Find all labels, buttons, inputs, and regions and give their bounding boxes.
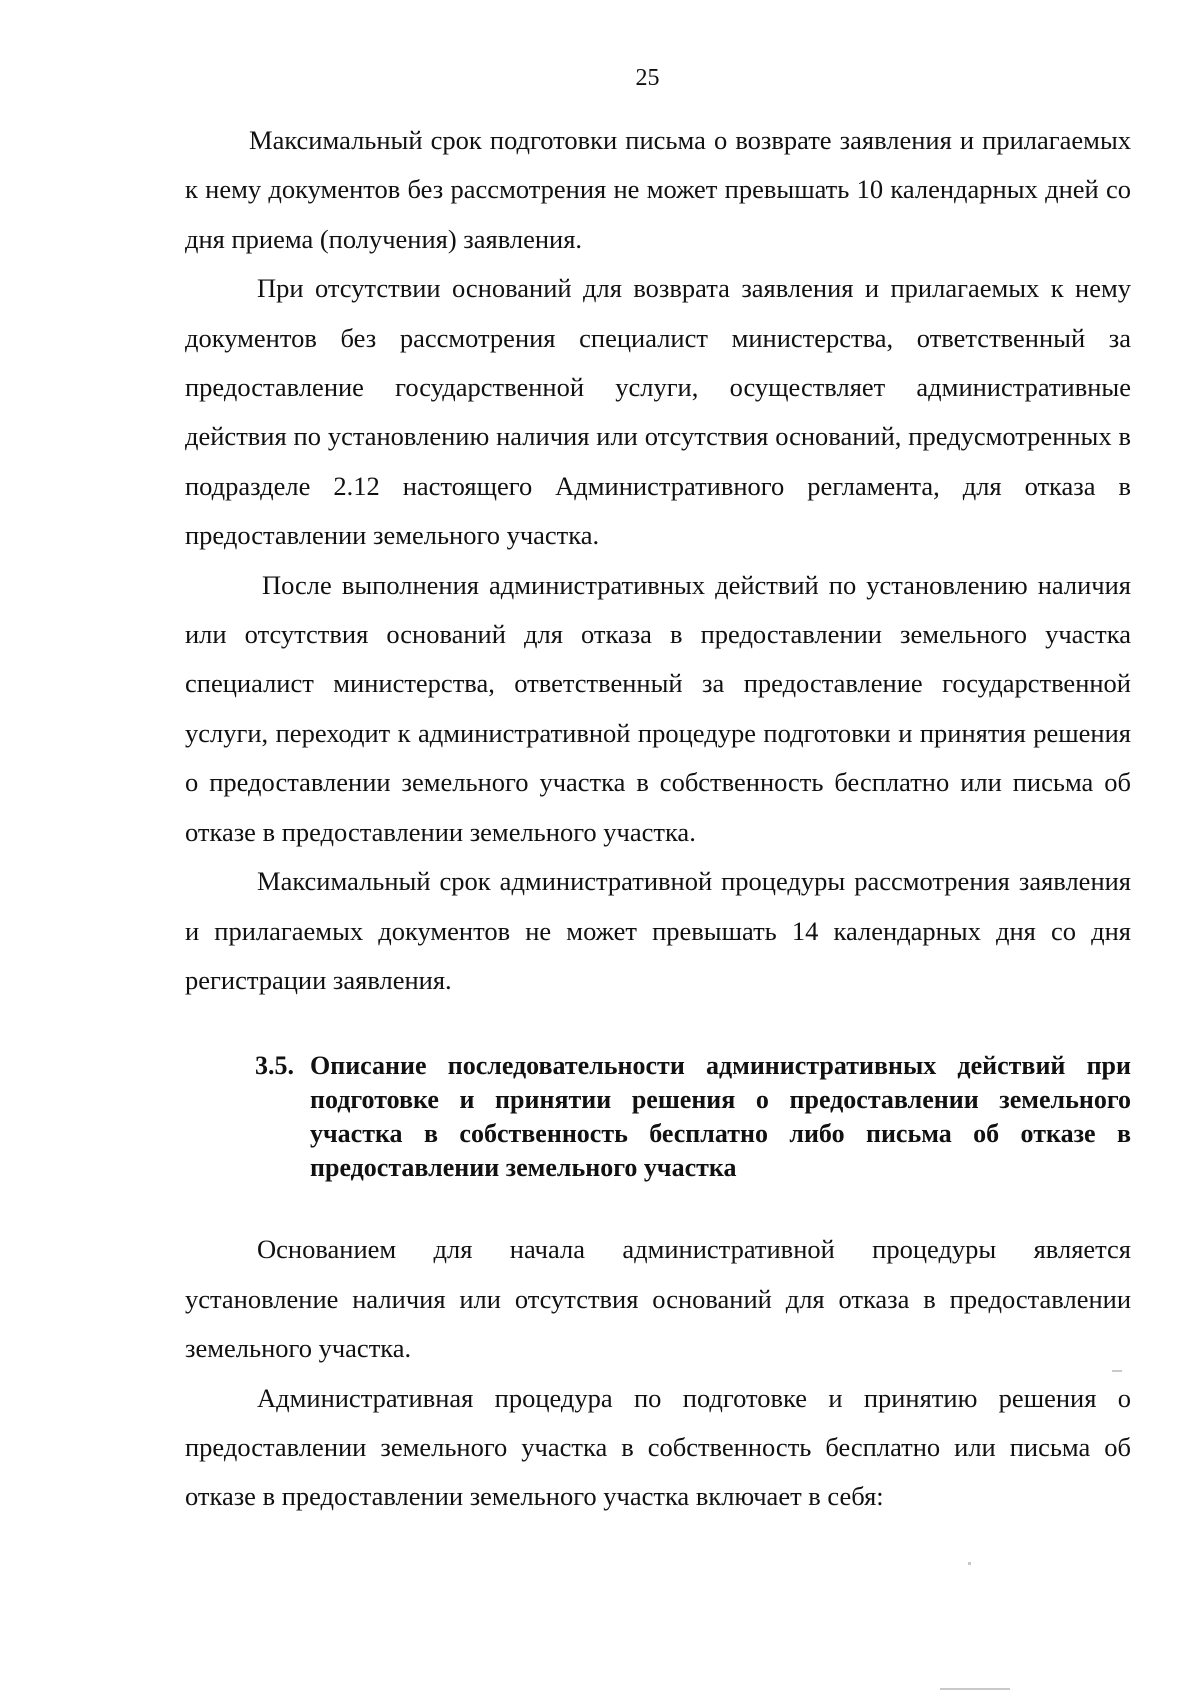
paragraph: Максимальный срок административной процедуры рассмотрения заявления и прилагаемых документов не может превышать 14 календарных дня со дня регистрации заявления. <box>185 866 1131 995</box>
section-heading <box>185 1049 1131 1185</box>
paragraph: После выполнения административных действий по установлению наличия или отсутствия оснований для отказа в предоставлении земельного участка специалист министерства, ответственный за предоставление государственной услуги, переходит к административной процедуре подготовки и принятия решения о предоставлении земельного участка в собственность бесплатно или письма об отказе в предоставлении земельного участка. <box>185 569 1131 847</box>
scan-artifact <box>940 1688 1010 1690</box>
section-title: Описание последовательности административных действий при подготовке и принятии решения о предоставлении земельного участка в собственность бесплатно либо письма об отказе в предоставлении земельного участка <box>310 1051 1131 1183</box>
scan-artifact <box>968 1562 971 1565</box>
paragraph: При отсутствии оснований для возврата заявления и прилагаемых к нему документов без рассмотрения специалист министерства, ответственный за предоставление государственной услуги, осуществляет административные действия по установлению наличия или отсутствия оснований, предусмотренных в подразделе 2.12 настоящего Административного регламента, для отказа в предоставлении земельного участка. <box>185 273 1131 551</box>
paragraph: Административная процедура по подготовке и принятию решения о предоставлении земельного участка в собственность бесплатно или письма об отказе в предоставлении земельного участка включает в себя: <box>185 1382 1131 1512</box>
paragraph: Основанием для начала административной процедуры является установление наличия или отсутствия оснований для отказа в предоставлении земельного участка. <box>185 1234 1131 1364</box>
section-number: 3.5. <box>255 1051 294 1081</box>
scan-artifact <box>1112 1370 1122 1372</box>
page-number: 25 <box>635 65 660 91</box>
paragraph: Максимальный срок подготовки письма о возврате заявления и прилагаемых к нему документов без рассмотрения не может превышать 10 календарных дней со дня приема (получения) заявления. <box>185 125 1131 254</box>
document-body <box>185 116 1131 1522</box>
